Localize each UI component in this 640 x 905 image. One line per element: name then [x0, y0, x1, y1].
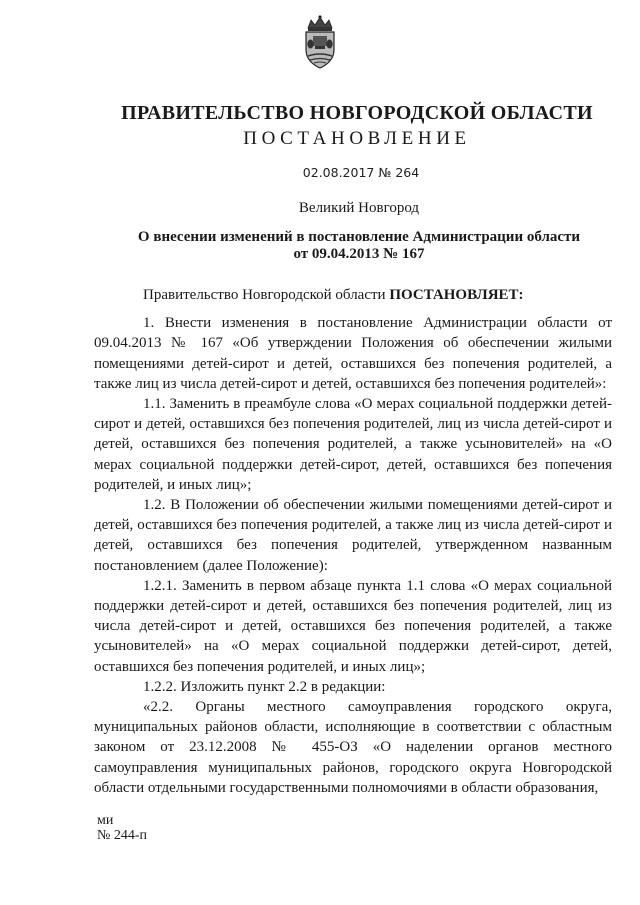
subject-line-2: от 09.04.2013 № 167 [293, 246, 425, 262]
decree-body [94, 285, 612, 798]
document-type: ПОСТАНОВЛЕНИЕ [243, 128, 471, 149]
novgorod-coat-of-arms-icon [299, 14, 341, 70]
date-and-number: 02.08.2017 № 264 [302, 165, 420, 180]
intro-paragraph [94, 285, 612, 305]
paragraph-2-2-new: «2.2. Органы местного самоуправления городского округа, муниципальных районов области, исполняющие в соответствии с областным законом от 23.12.2008 № 455-ОЗ «О наделении органов местного самоуправления муниципальных районов, городского округа Новгородской области отдельными государственными полномочиями в области образования, [94, 699, 612, 796]
footer-initials: ми [97, 813, 114, 828]
decree-subject [100, 229, 618, 263]
paragraph-1-2-2: 1.2.2. Изложить пункт 2.2 в редакции: [143, 678, 386, 695]
intro-text: Правительство Новгородской области [143, 287, 390, 303]
city-name: Великий Новгород [298, 200, 420, 216]
decree-keyword: ПОСТАНОВЛЯЕТ: [389, 287, 524, 303]
subject-line-1: О внесении изменений в постановление Администрации области [137, 229, 581, 245]
paragraph-1-2: 1.2. В Положении об обеспечении жилыми помещениями детей-сирот и детей, оставшихся без попечения родителей, а также лиц из числа детей-сирот и детей, оставшихся без попечения родителей, утвержденном названным постановлением (далее Положение): [94, 497, 612, 574]
paragraph-1-1: 1.1. Заменить в преамбуле слова «О мерах социальной поддержки детей-сирот и детей, оставшихся без попечения родителей, лиц из числа детей-сирот и детей, оставшихся без попечения родителей, а также усыновителей» на «О мерах социальной поддержки детей-сирот, детей, оставшихся без попечения родителей, и иных лиц»; [94, 396, 612, 493]
government-title: ПРАВИТЕЛЬСТВО НОВГОРОДСКОЙ ОБЛАСТИ [121, 102, 593, 124]
footer-document-code: № 244-п [97, 828, 148, 843]
footer-code [97, 813, 147, 843]
paragraph-1-2-1: 1.2.1. Заменить в первом абзаце пункта 1.1 слова «О мерах социальной поддержки детей-сирот и детей, оставшихся без попечения родителей, лиц из числа детей-сирот и детей, оставшихся без попечения родителей, а также усыновителей» на «О мерах социальной поддержки детей-сирот, детей, оставшихся без попечения родителей, и иных лиц»; [94, 577, 612, 675]
paragraph-1: 1. Внести изменения в постановление Администрации области от 09.04.2013 № 167 «Об утверждении Положения об обеспечении жилыми помещениями детей-сирот и детей, оставшихся без попечения родителей, а также лиц из числа детей-сирот и детей, оставшихся без попечения родителей»: [94, 315, 612, 392]
